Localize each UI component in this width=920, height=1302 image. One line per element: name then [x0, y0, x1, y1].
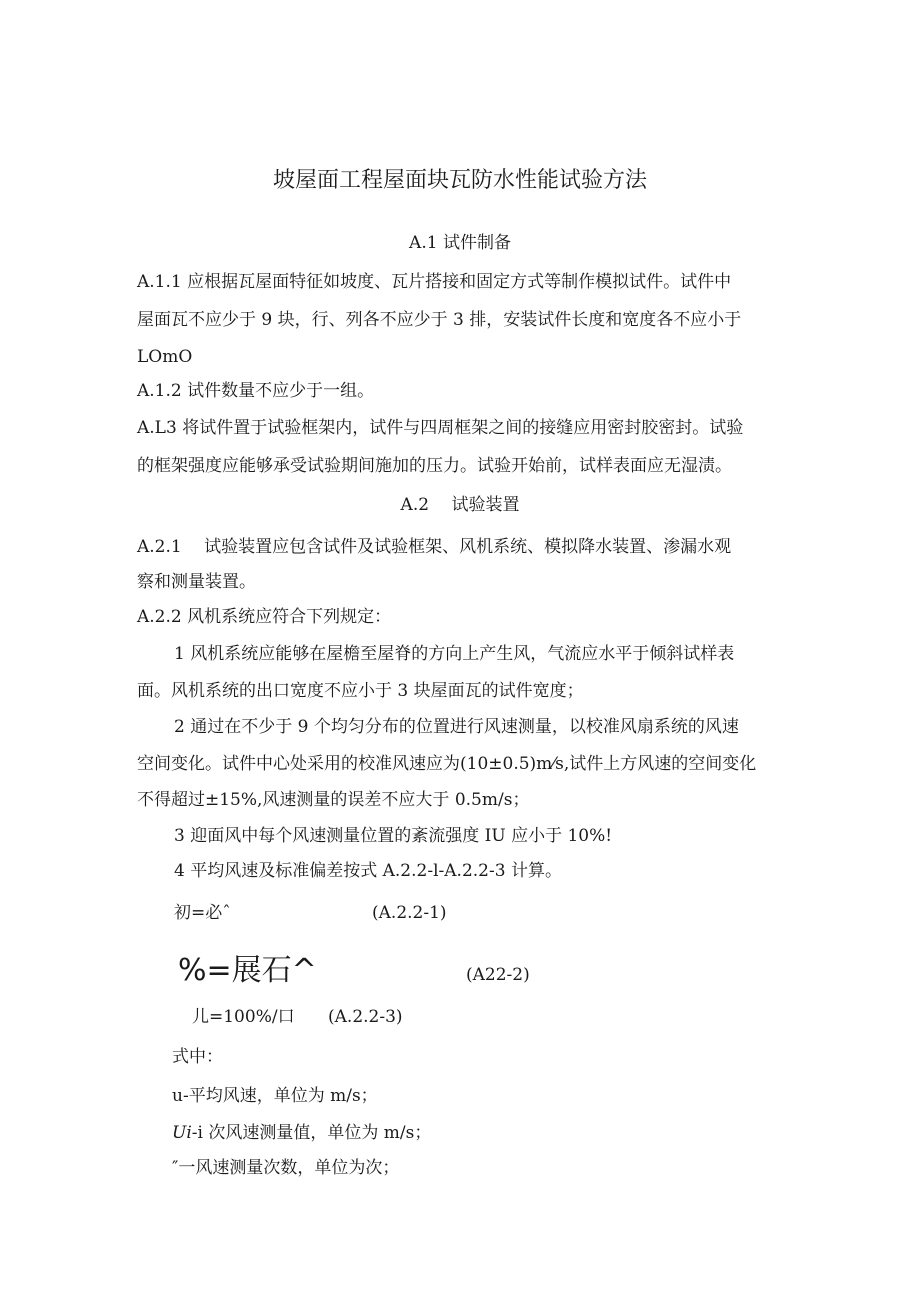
- item-2-line-2: 空间变化。试件中心处采用的校准风速应为(10±0.5)m⁄s,试件上方风速的空间变化: [137, 754, 757, 774]
- section-heading-a1: A.1 试件制备: [409, 233, 511, 253]
- item-2-line-3: 不得超过±15%,风速测量的误差不应大于 0.5m/s；: [137, 790, 530, 810]
- definition-measured-speed: [172, 1122, 431, 1144]
- formula-1-label: (A.2.2-1): [372, 903, 447, 923]
- item-1-line-2: 面。风机系统的出口宽度不应小于 3 块屋面瓦的试件宽度；: [137, 681, 584, 701]
- formula-3-label: (A.2.2-3): [328, 1007, 403, 1027]
- formula-1-expression: 初=必ˆ: [174, 903, 231, 923]
- symbol: u: [172, 1086, 183, 1106]
- clause-a11-line-2: 屋面瓦不应少于 9 块，行、列各不应少于 3 排，安装试件长度和宽度各不应小于: [137, 310, 742, 330]
- clause-a21-line-1: A.2.1 试验装置应包含试件及试验框架、风机系统、模拟降水装置、渗漏水观: [137, 537, 732, 557]
- clause-a12: A.1.2 试件数量不应少于一组。: [137, 381, 375, 401]
- item-1-line-1: 1 风机系统应能够在屋檐至屋脊的方向上产生风，气流应水平于倾斜试样表: [174, 644, 735, 664]
- definition-measurement-count: [172, 1157, 399, 1179]
- formula-3-expression: 儿=100%/口: [192, 1007, 295, 1027]
- section-heading-a2: A.2 试验装置: [400, 495, 520, 515]
- item-3: 3 迎面风中每个风速测量位置的紊流强度 IU 应小于 10%!: [174, 826, 613, 846]
- item-2-line-1: 2 通过在不少于 9 个均匀分布的位置进行风速测量，以校准风扇系统的风速: [174, 717, 739, 737]
- symbol: ″: [172, 1158, 179, 1178]
- item-4: 4 平均风速及标准偏差按式 A.2.2-l-A.2.2-3 计算。: [174, 861, 562, 881]
- where-label: 式中：: [172, 1047, 223, 1067]
- clause-a22: A.2.2 风机系统应符合下列规定：: [137, 607, 392, 627]
- clause-a11-line-1: A.1.1 应根据瓦屋面特征如坡度、瓦片搭接和固定方式等制作模拟试件。试件中: [137, 272, 732, 292]
- clause-a21-line-2: 察和测量装置。: [137, 572, 256, 592]
- clause-a13-line-2: 的框架强度应能够承受试验期间施加的压力。试验开始前，试样表面应无湿渍。: [137, 456, 732, 476]
- definition-mean-speed: [172, 1085, 378, 1107]
- page-title: 坡屋面工程屋面块瓦防水性能试验方法: [272, 168, 647, 193]
- definition-text: -平均风速，单位为 m/s；: [182, 1086, 378, 1106]
- clause-a11-line-3: LOmO: [137, 347, 193, 367]
- symbol: Ui: [172, 1123, 192, 1143]
- definition-text: -i 次风速测量值，单位为 m/s；: [191, 1123, 432, 1143]
- clause-a13-line-1: A.L3 将试件置于试验框架内，试件与四周框架之间的接缝应用密封胶密封。试验: [137, 418, 744, 438]
- formula-2-expression: %=展石^: [178, 953, 317, 988]
- definition-text: 一风速测量次数，单位为次；: [178, 1158, 400, 1178]
- formula-2-label: (A22-2): [466, 965, 530, 985]
